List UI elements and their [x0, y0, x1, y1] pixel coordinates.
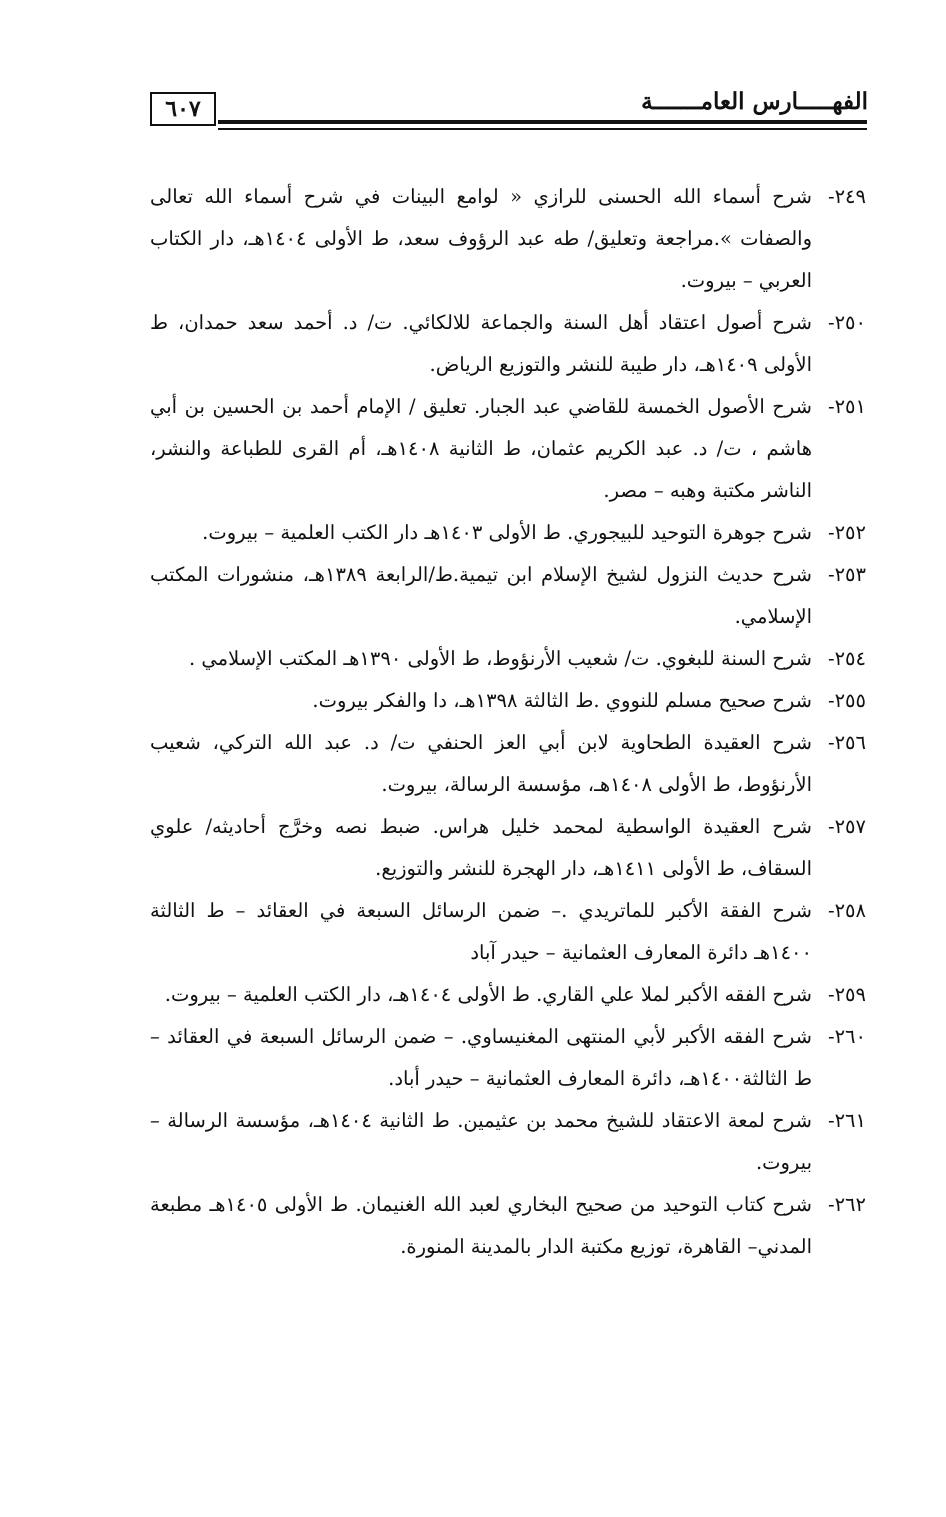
- entry-text: شرح صحيح مسلم للنووي .ط الثالثة ١٣٩٨هـ، دا والفكر بيروت.: [312, 689, 812, 712]
- entry-number: ٢٤٩-: [827, 185, 866, 208]
- entry-text: شرح كتاب التوحيد من صحيح البخاري لعبد الله الغنيمان. ط الأولى ١٤٠٥هـ مطبعة المدني– القاهرة، توزيع مكتبة الدار بالمدينة المنورة.: [150, 1193, 812, 1258]
- bibliography-entry: [150, 890, 866, 974]
- page-number: ٦٠٧: [150, 92, 216, 126]
- bibliography-entry: [150, 638, 866, 680]
- entry-text: شرح العقيدة الطحاوية لابن أبي العز الحنفي ت/ د. عبد الله التركي، شعيب الأرنؤوط، ط الأولى ١٤٠٨هـ، مؤسسة الرسالة، بيروت.: [150, 731, 812, 796]
- bibliography-entry: [150, 512, 866, 554]
- entry-text: شرح الفقة الأكبر للماتريدي .– ضمن الرسائل السبعة في العقائد – ط الثالثة ١٤٠٠هـ دائرة المعارف العثمانية – حيدر آباد: [150, 899, 812, 964]
- bibliography-list: [150, 176, 866, 1268]
- entry-text: شرح العقيدة الواسطية لمحمد خليل هراس. ضبط نصه وخرَّج أحاديثه/ علوي السقاف، ط الأولى ١٤١١هـ، دار الهجرة للنشر والتوزيع.: [150, 815, 812, 880]
- entry-text: شرح أصول اعتقاد أهل السنة والجماعة للالكائي. ت/ د. أحمد سعد حمدان، ط الأولى ١٤٠٩هـ، دار طيبة للنشر والتوزيع الرياض.: [150, 311, 812, 376]
- entry-number: ٢٥٦-: [827, 731, 866, 754]
- entry-number: ٢٥٩-: [827, 983, 866, 1006]
- bibliography-entry: [150, 722, 866, 806]
- entry-number: ٢٥٥-: [827, 689, 866, 712]
- running-header-title: الفهـــــارس العامـــــــة: [641, 88, 868, 115]
- entry-number: ٢٥٤-: [827, 647, 866, 670]
- entry-text: شرح لمعة الاعتقاد للشيخ محمد بن عثيمين. ط الثانية ١٤٠٤هـ، مؤسسة الرسالة – بيروت.: [150, 1109, 812, 1174]
- bibliography-entry: [150, 176, 866, 302]
- entry-number: ٢٥٧-: [827, 815, 866, 838]
- bibliography-entry: [150, 1016, 866, 1100]
- entry-number: ٢٥٢-: [827, 521, 866, 544]
- entry-number: ٢٥١-: [827, 395, 866, 418]
- entry-number: ٢٦٠-: [827, 1025, 866, 1048]
- entry-text: شرح أسماء الله الحسنى للرازي « لوامع البينات في شرح أسماء الله تعالى والصفات ».مراجعة وتعليق/ طه عبد الرؤوف سعد، ط الأولى ١٤٠٤هـ، دار الكتاب العربي – بيروت.: [150, 185, 812, 292]
- header-rule-thick: [218, 120, 867, 124]
- entry-number: ٢٦١-: [827, 1109, 866, 1132]
- entry-number: ٢٦٢-: [827, 1193, 866, 1216]
- bibliography-entry: [150, 554, 866, 638]
- entry-text: شرح جوهرة التوحيد للبيجوري. ط الأولى ١٤٠٣هـ دار الكتب العلمية – بيروت.: [202, 521, 812, 544]
- entry-text: شرح حديث النزول لشيخ الإسلام ابن تيمية.ط/الرابعة ١٣٨٩هـ، منشورات المكتب الإسلامي.: [150, 563, 812, 628]
- entry-number: ٢٥٨-: [827, 899, 866, 922]
- header-rule-thin: [218, 128, 867, 130]
- bibliography-entry: [150, 1100, 866, 1184]
- entry-text: شرح الفقه الأكبر لأبي المنتهى المغنيساوي. – ضمن الرسائل السبعة في العقائد – ط الثالثة١٤٠٠هـ، دائرة المعارف العثمانية – حيدر أباد.: [150, 1025, 812, 1090]
- bibliography-entry: [150, 1184, 866, 1268]
- bibliography-entry: [150, 806, 866, 890]
- bibliography-entry: [150, 386, 866, 512]
- entry-text: شرح السنة للبغوي. ت/ شعيب الأرنؤوط، ط الأولى ١٣٩٠هـ المكتب الإسلامي .: [188, 647, 812, 670]
- entry-text: شرح الفقه الأكبر لملا علي القاري. ط الأولى ١٤٠٤هـ، دار الكتب العلمية – بيروت.: [164, 983, 812, 1006]
- bibliography-entry: [150, 302, 866, 386]
- entry-text: شرح الأصول الخمسة للقاضي عبد الجبار. تعليق / الإمام أحمد بن الحسين بن أبي هاشم ، ت/ د. عبد الكريم عثمان، ط الثانية ١٤٠٨هـ، أم القرى للطباعة والنشر، الناشر مكتبة وهبه – مصر.: [150, 395, 812, 502]
- bibliography-entry: [150, 974, 866, 1016]
- bibliography-entry: [150, 680, 866, 722]
- entry-number: ٢٥٣-: [827, 563, 866, 586]
- entry-number: ٢٥٠-: [827, 311, 866, 334]
